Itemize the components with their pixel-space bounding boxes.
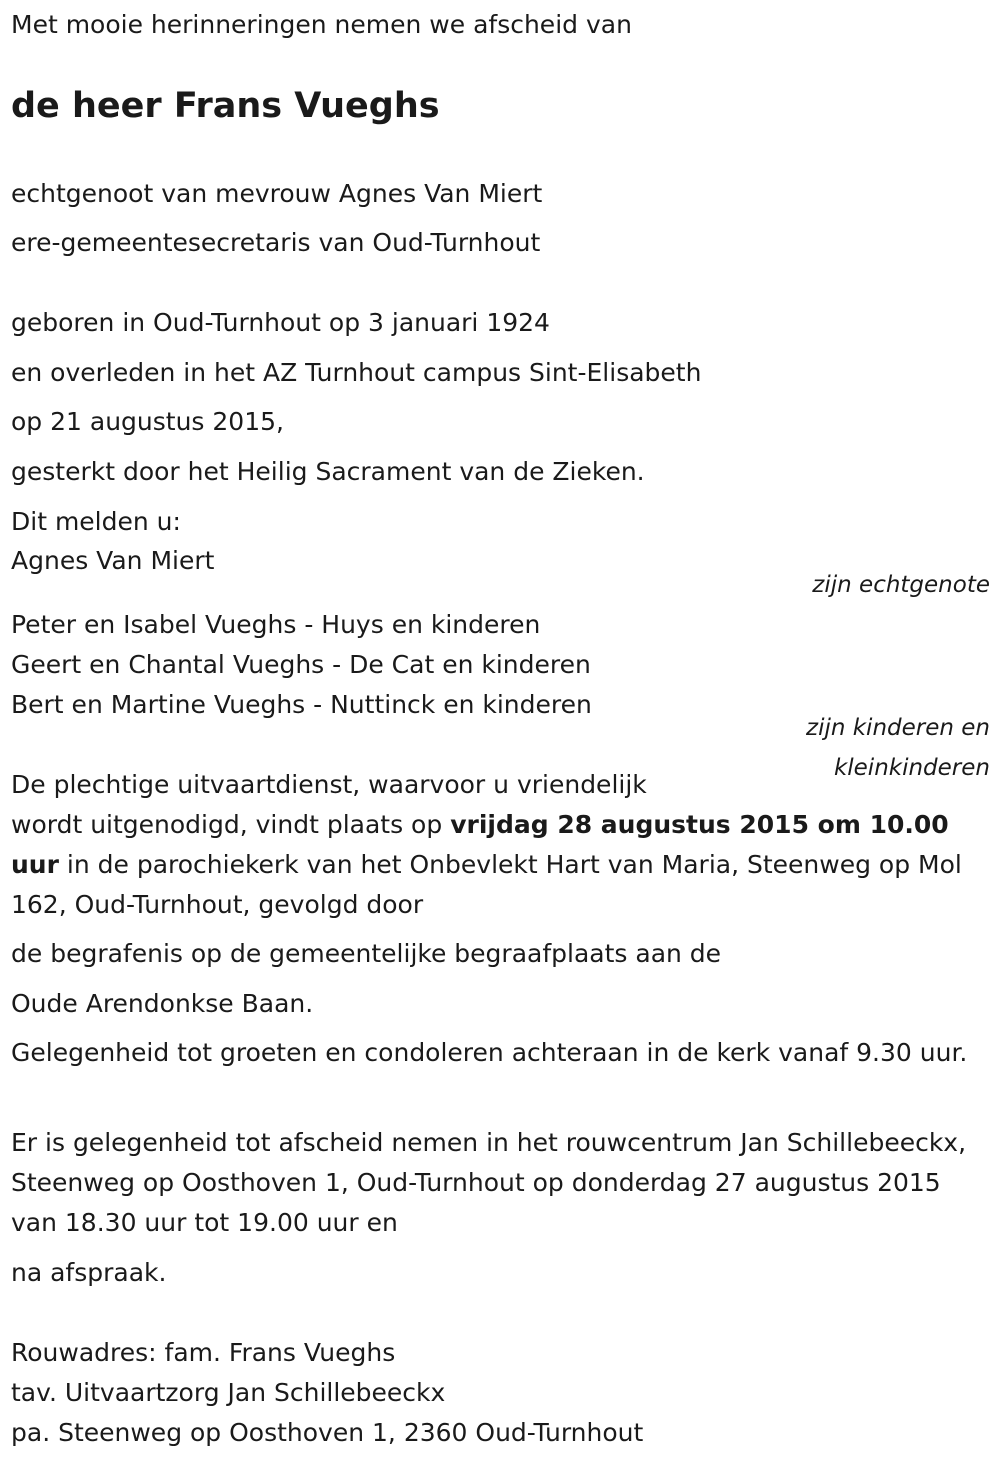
condolence-paragraph: Gelegenheid tot groeten en condoleren achteraan in de kerk vanaf 9.30 uur. (11, 1038, 968, 1067)
intro-text: Met mooie herinneringen nemen we afscheid van (11, 10, 632, 39)
burial-line-2: Oude Arendonkse Baan. (11, 989, 314, 1018)
child-line-1: Peter en Isabel Vueghs - Huys en kinderen (11, 610, 541, 639)
child-line-3: Bert en Martine Vueghs - Nuttinck en kinderen (11, 690, 592, 719)
spouse-name: Agnes Van Miert (11, 546, 215, 575)
died-date-line: op 21 augustus 2015, (11, 407, 284, 436)
sacrament-line: gesterkt door het Heilig Sacrament van de Zieken. (11, 457, 645, 486)
children-role-2: kleinkinderen (833, 755, 990, 781)
announced-by: Dit melden u: (11, 507, 181, 536)
service-paragraph (11, 805, 986, 925)
farewell-paragraph: Er is gelegenheid tot afscheid nemen in het rouwcentrum Jan Schillebeeckx, Steenweg op Oosthoven 1, Oud-Turnhout op donderdag 27 augustus 2015 van 18.30 uur tot 19.00 uur en (11, 1128, 967, 1237)
service-line-1: De plechtige uitvaartdienst, waarvoor u vriendelijk (11, 770, 647, 799)
service-text-after: in de parochiekerk van het Onbevlekt Hart van Maria, Steenweg op Mol 162, Oud-Turnhout, gevolgd door (11, 850, 962, 919)
spouse-line: echtgenoot van mevrouw Agnes Van Miert (11, 179, 543, 208)
deceased-name: de heer Frans Vueghs (11, 86, 440, 126)
service-text-before: wordt uitgenodigd, vindt plaats op (11, 810, 451, 839)
child-line-2: Geert en Chantal Vueghs - De Cat en kinderen (11, 650, 591, 679)
died-line: en overleden in het AZ Turnhout campus Sint-Elisabeth (11, 358, 702, 387)
farewell-appointment: na afspraak. (11, 1258, 167, 1287)
service-datetime: vrijdag 28 augustus 2015 om 10.00 uur (11, 810, 949, 879)
address-line-2: tav. Uitvaartzorg Jan Schillebeeckx (11, 1378, 446, 1407)
spouse-role: zijn echtgenote (812, 572, 990, 598)
title-line: ere-gemeentesecretaris van Oud-Turnhout (11, 228, 541, 257)
address-line-3: pa. Steenweg op Oosthoven 1, 2360 Oud-Turnhout (11, 1418, 644, 1447)
children-role-1: zijn kinderen en (806, 715, 990, 741)
burial-line-1: de begrafenis op de gemeentelijke begraafplaats aan de (11, 939, 722, 968)
address-line-1: Rouwadres: fam. Frans Vueghs (11, 1338, 396, 1367)
born-line: geboren in Oud-Turnhout op 3 januari 1924 (11, 308, 550, 337)
